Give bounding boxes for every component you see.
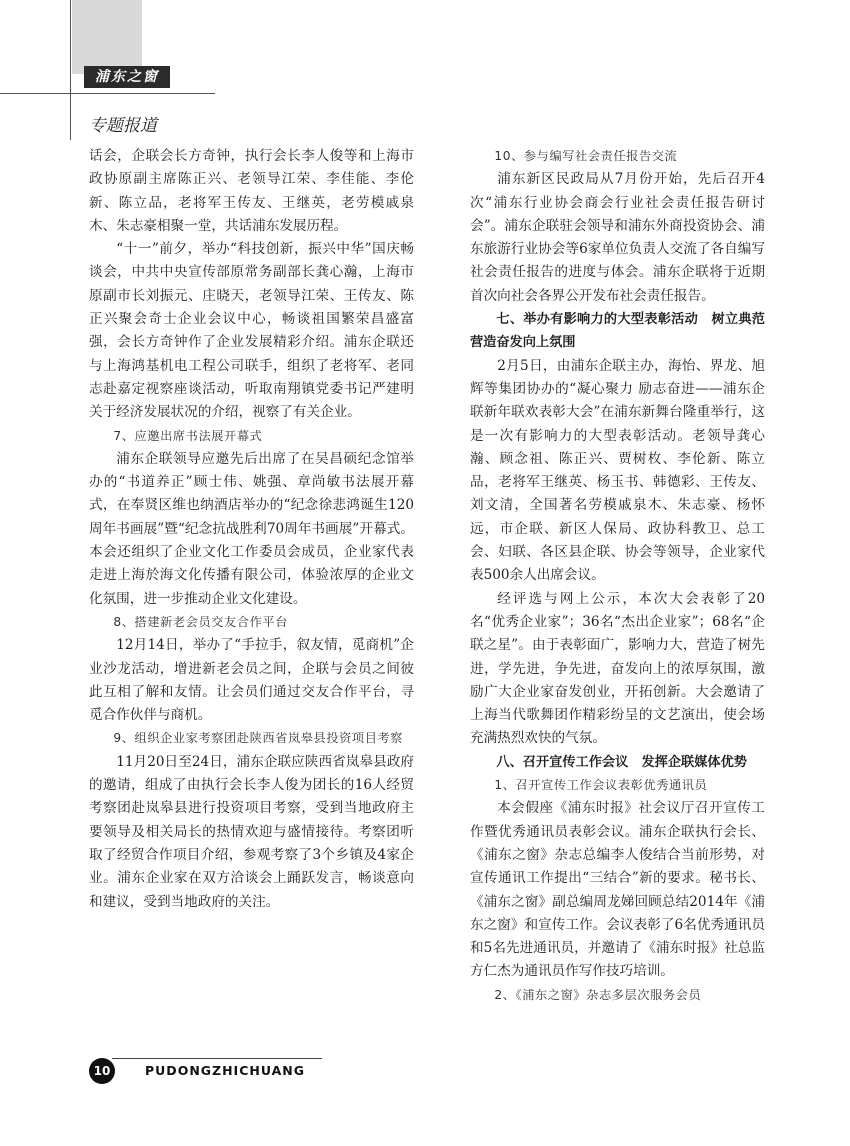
subheading: 10、参与编写社会责任报告交流 xyxy=(494,149,678,163)
header-gray-block xyxy=(72,0,142,74)
subheading: 7、应邀出席书法展开幕式 xyxy=(113,428,263,443)
right-column xyxy=(470,145,765,1007)
paragraph: 2月5日，由浦东企联主办，海怡、界龙、旭辉等集团协办的“凝心聚力 励志奋进——浦东企联新年联欢表彰大会”在浦东新舞台隆重举行，这是一次有影响力的大型表彰活动。老领导龚心瀚、顾念祖、陈正兴、贾树枚、李伦新、陈立品，老将军王继英、杨玉书、韩德彩、王传友、刘文清，全国著名劳模戚泉木、朱志豪、杨怀远，市企联、新区人保局、政协科教卫、总工会、妇联、各区县企联、协会等领导，企业家代表500余人出席会议。 xyxy=(470,357,765,584)
paragraph: 本会假座《浦东时报》社会议厅召开宣传工作暨优秀通讯员表彰会议。浦东企联执行会长、《浦东之窗》杂志总编李人俊结合当前形势，对宣传通讯工作提出“三结合”新的要求。秘书长、《浦东之窗》副总编周龙娣回顾总结2014年《浦东之窗》和宣传工作。会议表彰了6名优秀通讯员和5名先进通讯员，并邀请了《浦东时报》社总监方仁杰为通讯员作写作技巧培训。 xyxy=(470,800,765,980)
header-horizontal-rule xyxy=(0,93,215,94)
subheading: 1、召开宣传工作会议表彰优秀通讯员 xyxy=(494,778,708,793)
paragraph: 12月14日，举办了“手拉手，叙友情，觅商机”企业沙龙活动，增进新老会员之间，企联与会员之间彼此互相了解和友情。让会员们通过交友合作平台，寻觅合作伙伴与商机。 xyxy=(89,637,414,724)
paragraph: 经评选与网上公示，本次大会表彰了20名“优秀企业家”；36名“杰出企业家”；68名“企联之星”。由于表彰面广，影响力大，营造了树先进，学先进，争先进，奋发向上的浓厚氛围，激励广大企业家奋发创业，开拓创新。大会邀请了上海当代歌舞团作精彩纷呈的文艺演出，使会场充满热烈欢快的气氛。 xyxy=(470,590,765,747)
paragraph: 浦东企联领导应邀先后出席了在吴昌硕纪念馆举办的“书道养正”顾士伟、姚强、章尚敏书法展开幕式，在奉贤区维也纳酒店举办的“纪念徐悲鸿诞生120周年书画展”暨“纪念抗战胜利70周年书画展”开幕式。本会还组织了企业文化工作委员会成员，企业家代表走进上海於海文化传播有限公司，体验浓厚的企业文化氛围，进一步推动企业文化建设。 xyxy=(89,450,414,607)
paragraph: “十一”前夕，举办“科技创新，振兴中华”国庆畅谈会，中共中央宣传部原常务副部长龚心瀚，上海市原副市长刘振元、庄晓天，老领导江荣、王传友、陈正兴聚会奇士企业会议中心，畅谈祖国繁荣昌盛富强，会长方奇钟作了企业发展精彩介绍。浦东企联还与上海鸿基机电工程公司联手，组织了老将军、老同志赴嘉定视察座谈活动，听取南翔镇党委书记严建明关于经济发展状况的介绍，视察了有关企业。 xyxy=(89,241,414,421)
left-column xyxy=(89,145,414,914)
paragraph: 11月20日至24日，浦东企联应陕西省岚皋县政府的邀请，组成了由执行会长李人俊为团长的16人经贸考察团赴岚皋县进行投资项目考察，受到当地政府主要领导及相关局长的热情欢迎与盛情接待。考察团听取了经贸合作项目介绍，参观考察了3个乡镇及4家企业。浦东企业家在双方洽谈会上踊跃发言，畅谈意向和建议，受到当地政府的关注。 xyxy=(89,753,414,910)
footer-magazine-name: PUDONGZHICHUANG xyxy=(145,1063,306,1078)
page-number: 10 xyxy=(89,1058,115,1084)
section-heading: 七、举办有影响力的大型表彰活动 树立典范营造奋发向上氛围 xyxy=(470,312,765,351)
footer-rule xyxy=(112,1058,322,1059)
section-heading: 八、召开宣传工作会议 发挥企联媒体优势 xyxy=(496,754,747,770)
section-title: 专题报道 xyxy=(89,116,157,136)
subheading: 8、搭建新老会员交友合作平台 xyxy=(113,614,288,629)
subheading: 9、组织企业家考察团赴陕西省岚皋县投资项目考察 xyxy=(113,731,404,746)
subheading: 2、《浦东之窗》杂志多层次服务会员 xyxy=(494,987,702,1002)
paragraph: 话会，企联会长方奇钟，执行会长李人俊等和上海市政协原副主席陈正兴、老领导江荣、李佳能、李伦新、陈立品，老将军王传友、王继英，老劳模戚泉木、朱志豪相聚一堂，共话浦东发展历程。 xyxy=(89,148,414,234)
header-vertical-rule xyxy=(70,0,71,140)
magazine-logo: 浦东之窗 xyxy=(84,66,170,88)
paragraph: 浦东新区民政局从7月份开始，先后召开4次“浦东行业协会商会行业社会责任报告研讨会”。浦东企联驻会领导和浦东外商投资协会、浦东旅游行业协会等6家单位负责人交流了各自编写社会责任报告的进度与体会。浦东企联将于近期首次向社会各界公开发布社会责任报告。 xyxy=(470,171,765,304)
